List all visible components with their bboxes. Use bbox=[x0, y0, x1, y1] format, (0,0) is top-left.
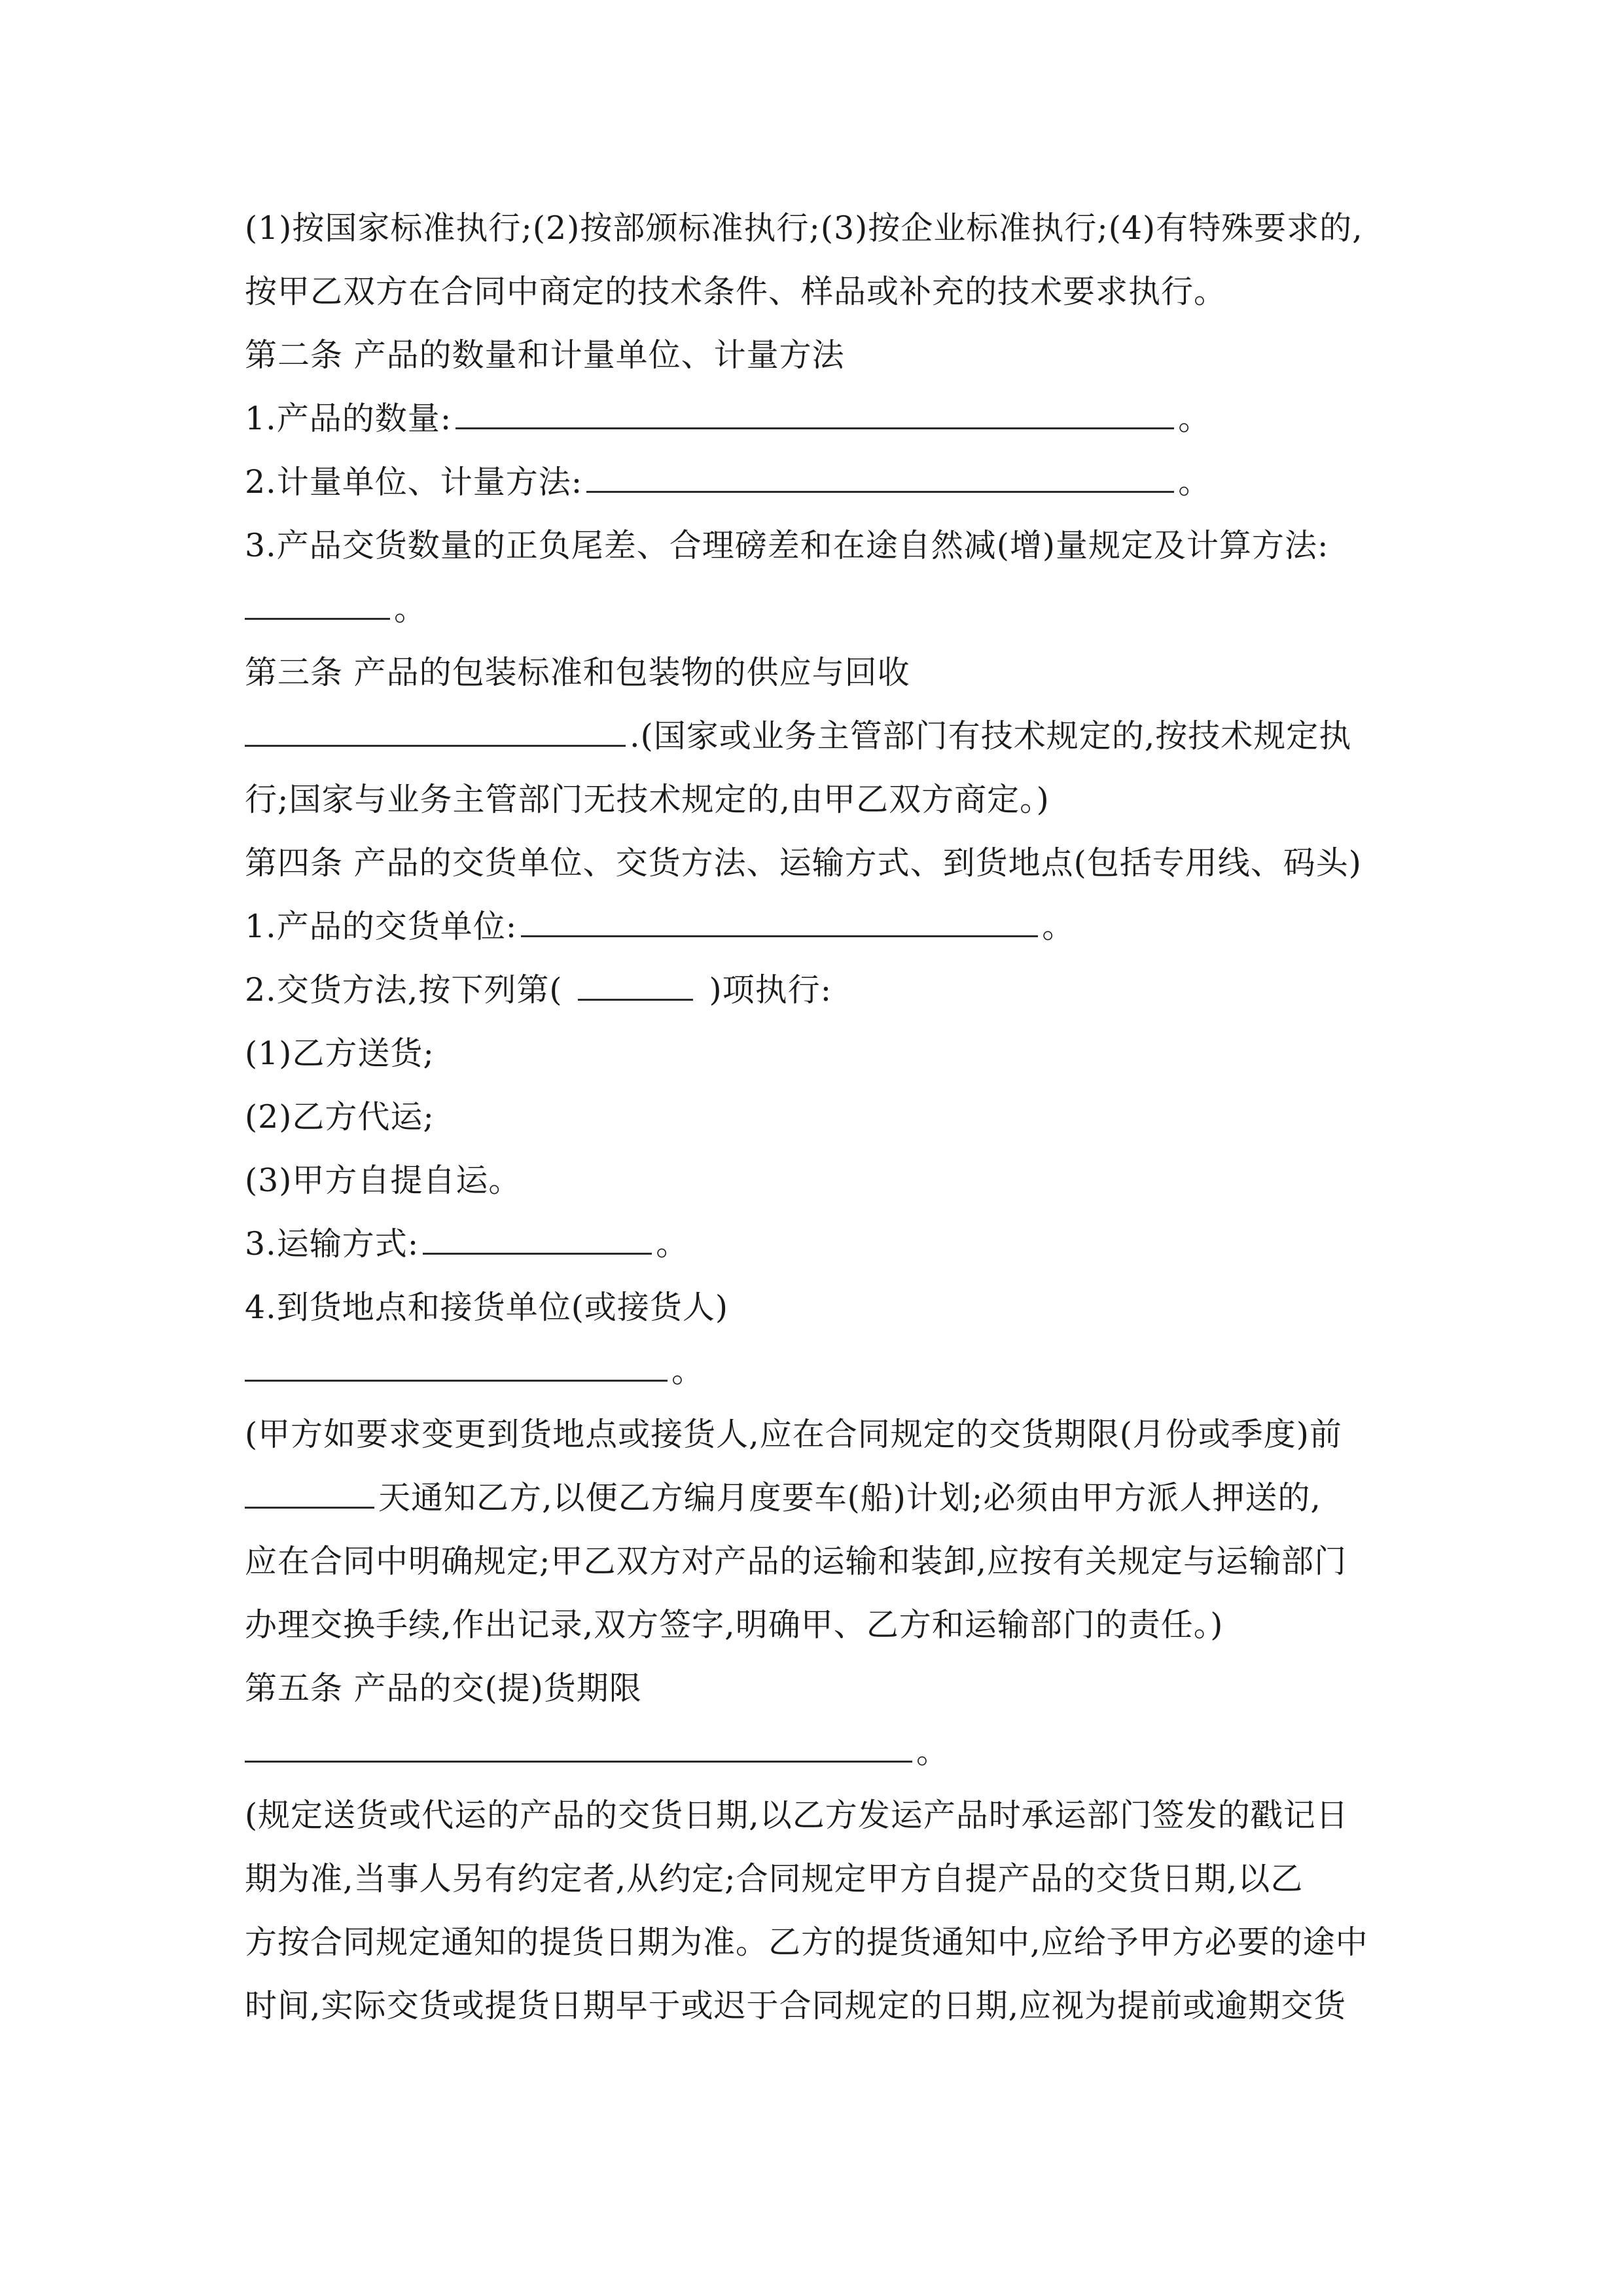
text-line: 方按合同规定通知的提货日期为准。乙方的提货通知中,应给予甲方必要的途中 bbox=[245, 1924, 1368, 1961]
section-heading: 第四条 产品的交货单位、交货方法、运输方式、到货地点(包括专用线、码头) bbox=[245, 844, 1362, 882]
text-line: 应在合同中明确规定;甲乙双方对产品的运输和装卸,应按有关规定与运输部门 bbox=[245, 1543, 1347, 1580]
form-line bbox=[245, 894, 1075, 960]
field-label: 2.计量单位、计量方法: bbox=[245, 463, 583, 501]
field-suffix: 。 bbox=[671, 1352, 705, 1390]
form-line bbox=[245, 577, 427, 642]
field-suffix: 天通知乙方,以便乙方编月度要车(船)计划;必须由甲方派人押送的, bbox=[378, 1479, 1321, 1516]
form-line bbox=[245, 1211, 688, 1277]
fill-in-blank[interactable] bbox=[455, 387, 1174, 429]
text-line: 时间,实际交货或提货日期早于或迟于合同规定的日期,应视为提前或逾期交货 bbox=[245, 1987, 1347, 2024]
field-suffix: .(国家或业务主管部门有技术规定的,按技术规定执 bbox=[630, 717, 1352, 755]
fill-in-blank[interactable] bbox=[245, 577, 390, 620]
fill-in-blank[interactable] bbox=[586, 450, 1174, 493]
form-line bbox=[245, 704, 1351, 769]
field-label: 3.运输方式: bbox=[245, 1225, 419, 1263]
field-suffix: 。 bbox=[1178, 400, 1211, 437]
fill-in-blank[interactable] bbox=[423, 1212, 652, 1255]
text-line: 行;国家与业务主管部门无技术规定的,由甲乙双方商定。) bbox=[245, 781, 1050, 818]
field-suffix: )项执行: bbox=[709, 971, 832, 1009]
field-suffix: 。 bbox=[1042, 908, 1075, 945]
field-suffix: 。 bbox=[394, 590, 427, 628]
field-label: 1.产品的交货单位: bbox=[245, 908, 518, 945]
form-line bbox=[245, 1719, 949, 1785]
fill-in-blank[interactable] bbox=[245, 1720, 912, 1763]
text-line: 期为准,当事人另有约定者,从约定;合同规定甲方自提产品的交货日期,以乙 bbox=[245, 1860, 1304, 1897]
text-line: 3.产品交货数量的正负尾差、合理磅差和在途自然减(增)量规定及计算方法: bbox=[245, 527, 1329, 564]
section-heading: 第三条 产品的包装标准和包装物的供应与回收 bbox=[245, 654, 910, 691]
form-line bbox=[245, 958, 832, 1023]
list-item: (2)乙方代运; bbox=[245, 1098, 435, 1136]
fill-in-blank[interactable] bbox=[521, 895, 1038, 937]
field-label: 1.产品的数量: bbox=[245, 400, 452, 437]
text-line: (规定送货或代运的产品的交货日期,以乙方发运产品时承运部门签发的戳记日 bbox=[245, 1797, 1349, 1834]
fill-in-blank[interactable] bbox=[245, 1466, 374, 1509]
form-line bbox=[245, 1465, 1321, 1531]
list-item: (3)甲方自提自运。 bbox=[245, 1162, 522, 1199]
text-line: (1)按国家标准执行;(2)按部颁标准执行;(3)按企业标准执行;(4)有特殊要求的, bbox=[245, 209, 1363, 247]
field-suffix: 。 bbox=[1178, 463, 1211, 501]
text-line: 办理交换手续,作出记录,双方签字,明确甲、乙方和运输部门的责任。) bbox=[245, 1606, 1224, 1643]
form-line bbox=[245, 1338, 704, 1404]
form-line bbox=[245, 450, 1211, 515]
text-line: 按甲乙双方在合同中商定的技术条件、样品或补充的技术要求执行。 bbox=[245, 273, 1227, 310]
text-line: 4.到货地点和接货单位(或接货人) bbox=[245, 1289, 728, 1326]
fill-in-blank[interactable] bbox=[578, 958, 693, 1001]
field-label: 2.交货方法,按下列第( bbox=[245, 971, 563, 1009]
section-heading: 第五条 产品的交(提)货期限 bbox=[245, 1670, 642, 1707]
field-suffix: 。 bbox=[656, 1225, 689, 1263]
list-item: (1)乙方送货; bbox=[245, 1035, 435, 1072]
section-heading: 第二条 产品的数量和计量单位、计量方法 bbox=[245, 336, 845, 374]
fill-in-blank[interactable] bbox=[245, 704, 626, 747]
fill-in-blank[interactable] bbox=[245, 1339, 668, 1382]
field-suffix: 。 bbox=[916, 1733, 950, 1770]
form-line bbox=[245, 386, 1211, 452]
text-line: (甲方如要求变更到货地点或接货人,应在合同规定的交货期限(月份或季度)前 bbox=[245, 1416, 1342, 1453]
